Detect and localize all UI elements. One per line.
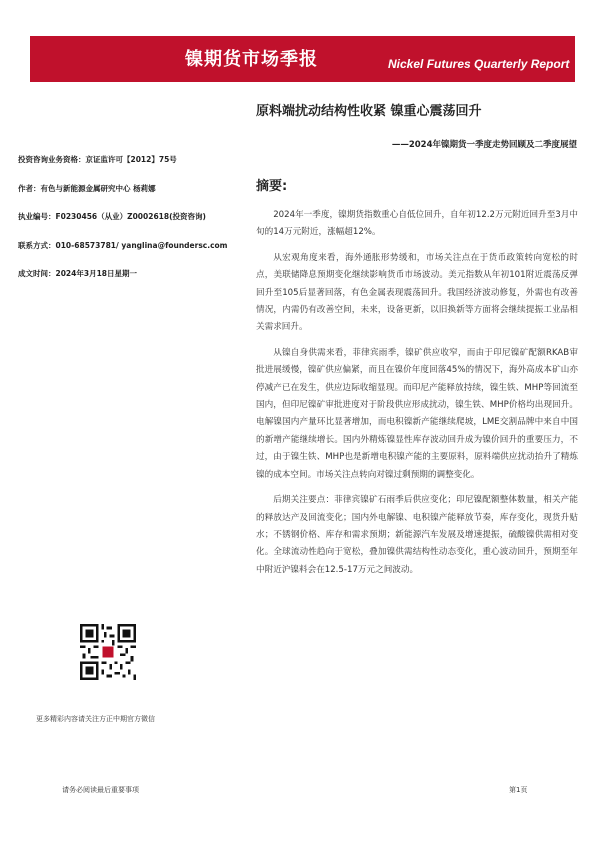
disclaimer-note: 请务必阅读最后重要事项 bbox=[62, 786, 139, 794]
author-info bbox=[18, 154, 243, 297]
wechat-qr-code bbox=[80, 624, 136, 680]
abstract-heading: 摘要: bbox=[256, 179, 288, 194]
report-title: 原料端扰动结构性收紧 镍重心震荡回升 bbox=[256, 104, 482, 119]
contact-line: 联系方式：010-68573781/ yanglina@foundersc.com bbox=[18, 240, 228, 250]
license-line: 投资咨询业务资格：京证监许可【2012】75号 bbox=[18, 155, 177, 164]
date-line: 成文时间：2024年3月18日星期一 bbox=[18, 269, 138, 278]
report-subtitle: ——2024年镍期货一季度走势回顾及二季度展望 bbox=[391, 140, 577, 150]
header-banner bbox=[30, 36, 575, 82]
report-series-title-en: Nickel Futures Quarterly Report bbox=[388, 57, 570, 71]
abstract-paragraph: 2024年一季度，镍期货指数重心自低位回升，自年初12.2万元附近回升至3月中旬的14万元附近，涨幅超12%。 bbox=[256, 210, 578, 238]
abstract-paragraph: 从镍自身供需来看，菲律宾雨季，镍矿供应收窄，而由于印尼镍矿配额RKAB审批进展缓慢，镍矿供应偏紧，而且在镍价年度回落45%的情况下，海外高成本矿山亦停减产已在发生，供应边际收缩显现。而印尼产能释放持续，镍生铁、MHP等回流至国内，但印尼镍矿审批进度对于阶段供应形成扰动，镍生铁、MHP价格均出现回升。电解镍国内产量环比显著增加，而电积镍新产能继续爬坡，LME交割品牌中来自中国的新增产能继续增长。国内外精炼镍显性库存波动回升成为镍价回升的重要压力，不过，由于镍生铁、MHP也是新增电积镍产能的主要原料，原料端供应扰动抬升了精炼镍的成本空间。市场关注点转向对镍过剩预期的调整变化。 bbox=[256, 347, 578, 480]
abstract-paragraph: 从宏观角度来看，海外通胀形势缓和，市场关注点在于货币政策转向宽松的时点，美联储降息预期变化继续影响货币市场波动。美元指数从年初101附近震荡反弹回升至105后显著回落，有色金属表现震荡回升。我国经济波动修复，外需也有改善情况，内需仍有改善空间，未来，设备更新，以旧换新等方面将会继续提振工业品相关需求回升。 bbox=[256, 252, 578, 333]
abstract-paragraph: 后期关注要点：菲律宾镍矿石雨季后供应变化；印尼镍配额整体数量，相关产能的释放达产及回流变化；国内外电解镍、电积镍产能释放节奏，库存变化，现货升贴水；不锈钢价格、库存和需求预期；新能源汽车发展及增速提振，硫酸镍供需相对变化。全球流动性趋向于宽松，叠加镍供需结构性动态变化，重心波动回升，预期至年中附近沪镍料会在12.5-17万元之间波动。 bbox=[256, 495, 578, 575]
author-line: 作者：有色与新能源金属研究中心 杨莉娜 bbox=[18, 183, 156, 193]
abstract-body bbox=[256, 207, 578, 587]
report-series-title-cn: 镍期货市场季报 bbox=[185, 49, 318, 70]
qr-caption: 更多精彩内容请关注方正中期官方微信 bbox=[36, 715, 155, 723]
brand-logo-icon bbox=[103, 647, 114, 658]
registration-line: 执业编号：F0230456（从业）Z0002618(投资咨询) bbox=[18, 212, 206, 221]
page-number: 第1页 bbox=[509, 786, 528, 794]
